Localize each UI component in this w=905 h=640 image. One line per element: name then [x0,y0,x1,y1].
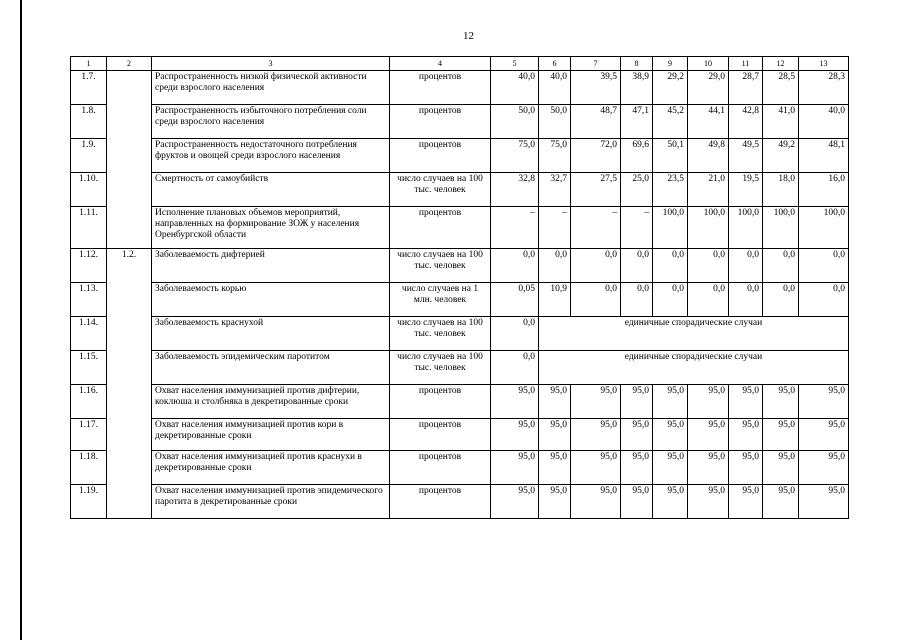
value-cell: 95,0 [763,419,799,451]
value-cell: 95,0 [539,385,571,419]
row-number: 1.9. [71,139,107,173]
column-header-7: 7 [571,57,621,71]
indicators-table [70,56,849,519]
row-number: 1.12. [71,249,107,283]
unit-cell: процентов [390,105,491,139]
unit-cell: число случаев на 100 тыс. человек [390,173,491,207]
value-cell: 69,6 [621,139,653,173]
unit-cell: число случаев на 100 тыс. человек [390,351,491,385]
value-cell: 0,0 [688,283,729,317]
value-cell: 95,0 [653,385,688,419]
value-cell: 95,0 [571,485,621,519]
indicator-name: Распространенность избыточного потребления соли среди взрослого населения [152,105,390,139]
indicator-name: Охват населения иммунизацией против краснухи в декретированные сроки [152,451,390,485]
indicator-name: Заболеваемость дифтерией [152,249,390,283]
row-number: 1.18. [71,451,107,485]
row-number: 1.7. [71,71,107,105]
table-row [71,139,849,173]
value-cell: – [621,207,653,249]
value-cell: 21,0 [688,173,729,207]
value-cell: 95,0 [729,385,763,419]
value-cell: 0,0 [763,283,799,317]
table-row [71,173,849,207]
column-header-10: 10 [688,57,729,71]
value-cell: 47,1 [621,105,653,139]
table-row [71,283,849,317]
value-cell: 95,0 [729,451,763,485]
value-cell: 40,0 [799,105,849,139]
value-cell: 49,5 [729,139,763,173]
column-header-9: 9 [653,57,688,71]
value-cell: 42,8 [729,105,763,139]
value-cell: 95,0 [763,451,799,485]
value-cell: 0,0 [491,317,539,351]
value-cell: 29,2 [653,71,688,105]
indicator-name: Заболеваемость эпидемическим паротитом [152,351,390,385]
table-row [71,485,849,519]
unit-cell: процентов [390,419,491,451]
unit-cell: процентов [390,71,491,105]
value-cell: 95,0 [799,451,849,485]
column-header-11: 11 [729,57,763,71]
value-cell: 49,8 [688,139,729,173]
unit-cell: процентов [390,139,491,173]
table-row [71,317,849,351]
page-number: 12 [463,30,474,42]
unit-cell: число случаев на 100 тыс. человек [390,317,491,351]
value-cell: – [491,207,539,249]
table-row [71,105,849,139]
value-cell: 95,0 [621,451,653,485]
column-header-12: 12 [763,57,799,71]
value-cell: 28,3 [799,71,849,105]
column-header-5: 5 [491,57,539,71]
value-cell: 39,5 [571,71,621,105]
value-cell: 0,0 [799,249,849,283]
row-number: 1.10. [71,173,107,207]
value-cell: 0,0 [491,249,539,283]
value-cell: 0,0 [571,283,621,317]
table-row [71,207,849,249]
column-header-8: 8 [621,57,653,71]
value-cell: 95,0 [621,419,653,451]
value-cell: 95,0 [571,451,621,485]
value-cell: 95,0 [688,451,729,485]
value-cell: 45,2 [653,105,688,139]
value-cell: 28,5 [763,71,799,105]
value-cell: 95,0 [763,385,799,419]
table-row [71,249,849,283]
value-cell: 95,0 [799,419,849,451]
value-cell: 41,0 [763,105,799,139]
value-cell: 0,0 [653,249,688,283]
value-cell: 48,7 [571,105,621,139]
table-row [71,451,849,485]
value-cell: 95,0 [688,385,729,419]
value-cell: 72,0 [571,139,621,173]
value-cell: 44,1 [688,105,729,139]
value-cell: 38,9 [621,71,653,105]
value-cell: 0,0 [729,249,763,283]
indicator-name: Распространенность низкой физической активности среди взрослого населения [152,71,390,105]
unit-cell: процентов [390,385,491,419]
unit-cell: процентов [390,451,491,485]
value-cell: 40,0 [491,71,539,105]
value-cell: 32,8 [491,173,539,207]
indicator-name: Заболеваемость корью [152,283,390,317]
unit-cell: число случаев на 1 млн. человек [390,283,491,317]
column-header-13: 13 [799,57,849,71]
value-cell: – [539,207,571,249]
value-cell: 100,0 [799,207,849,249]
page-left-edge [20,0,22,640]
value-cell: 95,0 [491,485,539,519]
value-cell: 0,0 [621,283,653,317]
value-cell: 95,0 [621,485,653,519]
table-header-row [71,57,849,71]
value-cell: 95,0 [729,485,763,519]
value-cell: 25,0 [621,173,653,207]
value-cell: 49,2 [763,139,799,173]
value-cell: 95,0 [729,419,763,451]
value-cell: 95,0 [763,485,799,519]
value-cell: 50,0 [491,105,539,139]
column-header-3: 3 [152,57,390,71]
sporadic-cases-cell: единичные спорадические случаи [539,317,849,351]
value-cell: 95,0 [653,451,688,485]
value-cell: 48,1 [799,139,849,173]
value-cell: 0,0 [799,283,849,317]
value-cell: 0,0 [763,249,799,283]
row-number: 1.19. [71,485,107,519]
column-header-6: 6 [539,57,571,71]
value-cell: 95,0 [539,419,571,451]
value-cell: 100,0 [653,207,688,249]
column-header-1: 1 [71,57,107,71]
value-cell: 0,0 [653,283,688,317]
value-cell: 95,0 [799,385,849,419]
unit-cell: процентов [390,485,491,519]
value-cell: 27,5 [571,173,621,207]
value-cell: 95,0 [571,385,621,419]
value-cell: 18,0 [763,173,799,207]
value-cell: 29,0 [688,71,729,105]
row-number: 1.16. [71,385,107,419]
value-cell: 75,0 [491,139,539,173]
value-cell: 75,0 [539,139,571,173]
row-number: 1.15. [71,351,107,385]
row-number: 1.8. [71,105,107,139]
value-cell: 95,0 [621,385,653,419]
value-cell: 50,1 [653,139,688,173]
indicator-name: Охват населения иммунизацией против дифтерии, коклюша и столбняка в декретированные сроки [152,385,390,419]
value-cell: 95,0 [653,419,688,451]
indicator-name: Исполнение плановых объемов мероприятий, направленных на формирование ЗОЖ у населения Оренбургской области [152,207,390,249]
value-cell: 28,7 [729,71,763,105]
value-cell: 95,0 [491,385,539,419]
value-cell: 10,9 [539,283,571,317]
value-cell: 0,0 [688,249,729,283]
value-cell: 100,0 [763,207,799,249]
unit-cell: число случаев на 100 тыс. человек [390,249,491,283]
table-row [71,71,849,105]
value-cell: 95,0 [688,419,729,451]
value-cell: 0,0 [621,249,653,283]
indicator-name: Охват населения иммунизацией против кори в декретированные сроки [152,419,390,451]
value-cell: 95,0 [653,485,688,519]
value-cell: 95,0 [571,419,621,451]
column-header-2: 2 [107,57,152,71]
column-header-4: 4 [390,57,491,71]
indicator-name: Заболеваемость краснухой [152,317,390,351]
row-number: 1.17. [71,419,107,451]
value-cell: 0,0 [571,249,621,283]
value-cell: – [571,207,621,249]
row-number: 1.13. [71,283,107,317]
unit-cell: процентов [390,207,491,249]
value-cell: 100,0 [729,207,763,249]
value-cell: 32,7 [539,173,571,207]
group-cell: 1.2. [107,249,152,519]
value-cell: 0,0 [729,283,763,317]
value-cell: 19,5 [729,173,763,207]
value-cell: 100,0 [688,207,729,249]
value-cell: 50,0 [539,105,571,139]
value-cell: 40,0 [539,71,571,105]
indicator-name: Распространенность недостаточного потребления фруктов и овощей среди взрослого населения [152,139,390,173]
group-cell [107,71,152,249]
table-row [71,351,849,385]
value-cell: 95,0 [539,485,571,519]
value-cell: 0,05 [491,283,539,317]
value-cell: 95,0 [491,451,539,485]
value-cell: 0,0 [539,249,571,283]
sporadic-cases-cell: единичные спорадические случаи [539,351,849,385]
row-number: 1.14. [71,317,107,351]
indicator-name: Смертность от самоубийств [152,173,390,207]
table-row [71,385,849,419]
table-row [71,419,849,451]
value-cell: 95,0 [491,419,539,451]
indicator-name: Охват населения иммунизацией против эпидемического паротита в декретированные сроки [152,485,390,519]
value-cell: 95,0 [799,485,849,519]
value-cell: 95,0 [539,451,571,485]
table-body [71,57,849,519]
value-cell: 23,5 [653,173,688,207]
row-number: 1.11. [71,207,107,249]
value-cell: 0,0 [491,351,539,385]
value-cell: 95,0 [688,485,729,519]
value-cell: 16,0 [799,173,849,207]
